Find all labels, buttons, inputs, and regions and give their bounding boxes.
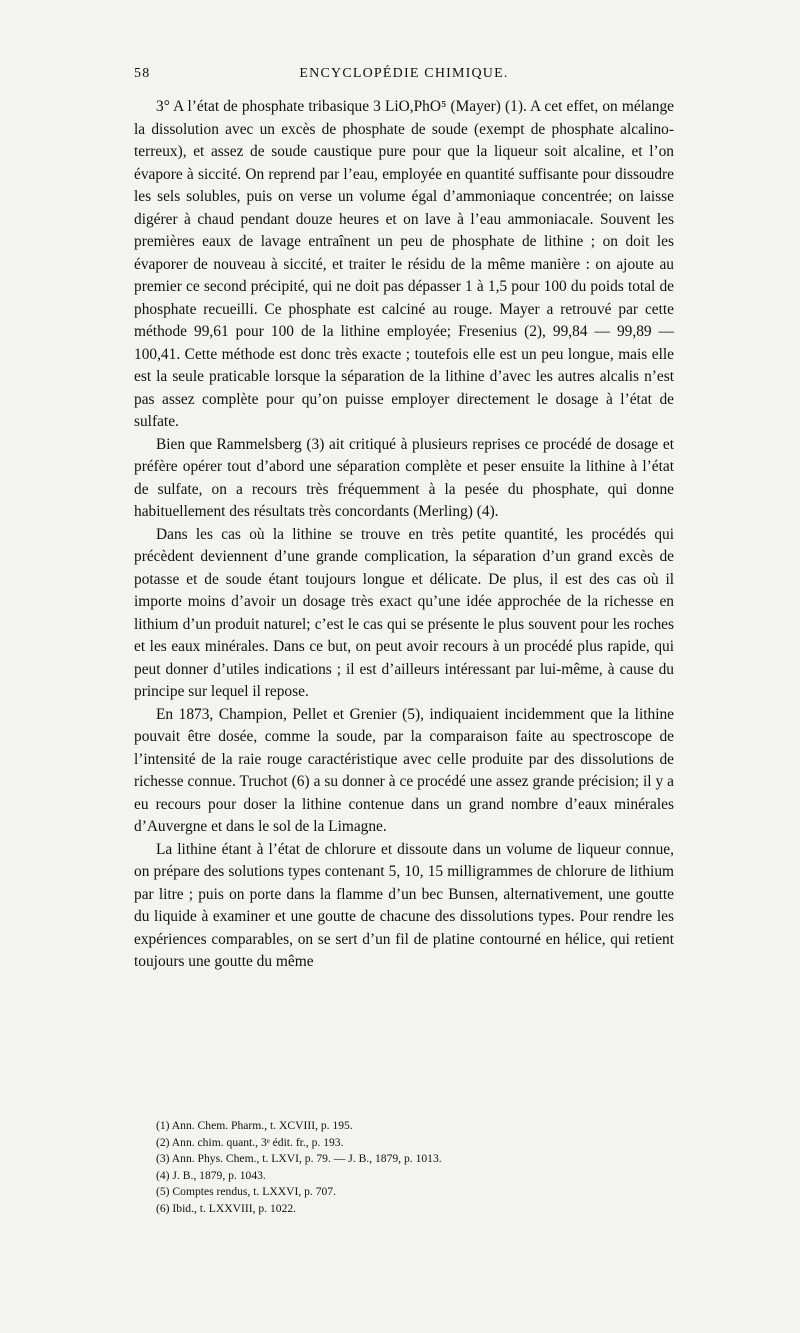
- paragraph-chloride-solutions: La lithine étant à l’état de chlorure et dissoute dans un volume de liqueur connue, on prépare des solutions types contenant 5, 10, 15 milligrammes de chlorure de lithium par litre ; puis on porte dans la flamme d’un bec Bunsen, alternativement, une goutte du liquide à examiner et une goutte de chacune des dissolutions types. Pour rendre les expériences comparables, on se sert d’un fil de platine contourné en hélice, qui retient toujours une goutte du même: [134, 840, 674, 970]
- running-header: [134, 66, 674, 88]
- page-number: 58: [134, 66, 151, 81]
- paragraph-phosphate-method: 3° A l’état de phosphate tribasique 3 LiO,PhO⁵ (Mayer) (1). A cet effet, on mélange la dissolution avec un excès de phosphate de soude (exempt de phosphate alcalino-terreux), et assez de soude caustique pure pour que la liqueur soit alcaline, et l’on évapore à siccité. On reprend par l’eau, employée en quantité suffisante pour dissoudre les sels solubles, puis on verse un volume égal d’ammoniaque concentrée; on laisse digérer à chaud pendant douze heures et on lave à l’eau ammoniacale. Souvent les premières eaux de lavage entraînent un peu de phosphate de lithine ; on doit les évaporer de nouveau à siccité, et traiter le résidu de la même manière : on ajoute au premier ce second précipité, qui ne doit pas dépasser 1 à 1,5 pour 100 du poids total de phosphate recueilli. Ce phosphate est calciné au rouge. Mayer a retrouvé par cette méthode 99,61 pour 100 de la lithine employée; Fresenius (2), 99,84 — 99,89 — 100,41. Cette méthode est donc très exacte ; toutefois elle est un peu longue, mais elle est la seule praticable lorsque la séparation de la lithine d’avec les autres alcalis n’est pas assez complète pour qu’on puisse employer directement le dosage à l’état de sulfate.: [134, 98, 674, 430]
- footnote-6: (6) Ibid., t. LXXVIII, p. 1022.: [156, 1201, 297, 1215]
- paragraph-spectroscope: En 1873, Champion, Pellet et Grenier (5), indiquaient incidemment que la lithine pouvait être dosée, comme la soude, par la comparaison faite au spectroscope de l’intensité de la raie rouge caractéristique avec celle produite par des dissolutions de richesse connue. Truchot (6) a su donner à ce procédé une assez grande précision; il y a eu recours pour doser la lithine contenue dans un grand nombre d’eaux minérales d’Auvergne et dans le sol de la Limagne.: [134, 705, 674, 835]
- footnote-3: (3) Ann. Phys. Chem., t. LXVI, p. 79. — J. B., 1879, p. 1013.: [156, 1152, 442, 1165]
- body-text: [134, 96, 674, 974]
- footnote-2: (2) Ann. chim. quant., 3ᵉ édit. fr., p. 193.: [156, 1135, 344, 1149]
- footnotes: [134, 1118, 674, 1217]
- footnote-5: (5) Comptes rendus, t. LXXVI, p. 707.: [156, 1185, 337, 1198]
- footnote-1: (1) Ann. Chem. Pharm., t. XCVIII, p. 195.: [156, 1119, 353, 1132]
- running-title: ENCYCLOPÉDIE CHIMIQUE.: [299, 66, 509, 81]
- footnote-4: (4) J. B., 1879, p. 1043.: [156, 1168, 266, 1182]
- paragraph-small-quantities: Dans les cas où la lithine se trouve en très petite quantité, les procédés qui précèdent deviennent d’une grande complication, la séparation d’un grand excès de potasse et de soude étant toujours longue et délicate. De plus, il est des cas où il importe moins d’avoir un dosage très exact qu’une idée approchée de la richesse en lithium d’un produit naturel; c’est le cas qui se présente le plus souvent pour les roches et les eaux minérales. Dans ce but, on peut avoir recours à un procédé plus rapide, qui peut donner d’utiles indications ; il est d’ailleurs intéressant par lui-même, à cause du principe sur lequel il repose.: [134, 525, 674, 700]
- paragraph-rammelsberg: Bien que Rammelsberg (3) ait critiqué à plusieurs reprises ce procédé de dosage et préfère opérer tout d’abord une séparation complète et peser ensuite la lithine à l’état de sulfate, on a recours très fréquemment à la pesée du phosphate, qui donne habituellement des résultats très concordants (Merling) (4).: [134, 435, 674, 520]
